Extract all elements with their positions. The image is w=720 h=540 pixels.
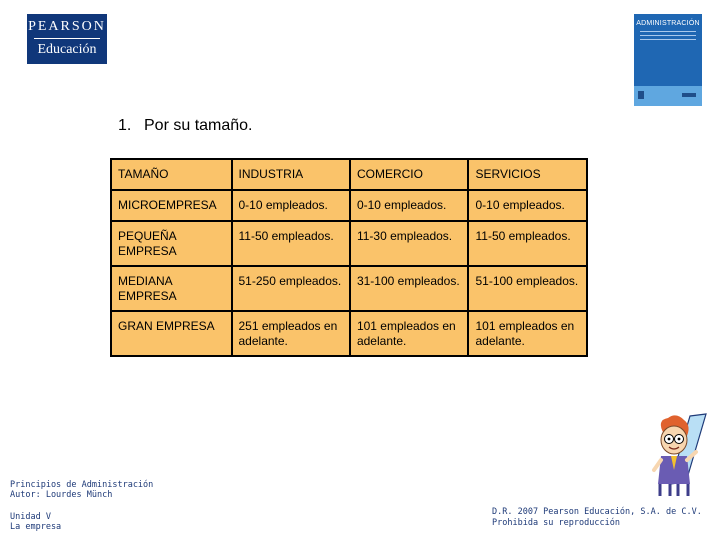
- table-header-row: [111, 159, 587, 190]
- footer-author: Autor: Lourdes Münch: [10, 490, 113, 500]
- table-cell: MEDIANA EMPRESA: [111, 266, 232, 311]
- mascot-illustration: [646, 412, 708, 498]
- table-row: [111, 190, 587, 221]
- table-cell: MICROEMPRESA: [111, 190, 232, 221]
- pearson-logo: [27, 14, 107, 64]
- book-spine-mark: [638, 91, 644, 99]
- book-subtitle-lines: [640, 31, 696, 40]
- footer-unit: Unidad V: [10, 512, 51, 522]
- table-cell: 31-100 empleados.: [350, 266, 469, 311]
- table-row: [111, 221, 587, 266]
- footer-copyright: [492, 507, 702, 529]
- book-cover-image: [634, 14, 702, 106]
- table-row: [111, 266, 587, 311]
- logo-divider: [34, 38, 100, 39]
- table-cell: 11-50 empleados.: [468, 221, 587, 266]
- table-cell: 251 empleados en adelante.: [232, 311, 350, 356]
- book-cover-stripe: [634, 86, 702, 106]
- table-cell: GRAN EMPRESA: [111, 311, 232, 356]
- table-cell: 101 empleados en adelante.: [350, 311, 469, 356]
- table-cell: COMERCIO: [350, 159, 469, 190]
- table-row: [111, 311, 587, 356]
- book-publisher-mark: [682, 93, 696, 97]
- logo-line-1: PEARSON: [28, 19, 106, 34]
- table-cell: INDUSTRIA: [232, 159, 350, 190]
- footer-course-title: Principios de Administración: [10, 480, 154, 490]
- heading-text: Por su tamaño.: [144, 117, 253, 134]
- table-cell: 11-50 empleados.: [232, 221, 350, 266]
- footer-reproduction-notice: Prohibida su reproducción: [492, 518, 620, 528]
- section-heading: [118, 117, 253, 135]
- logo-line-2: Educación: [37, 42, 97, 57]
- table-cell: 51-100 empleados.: [468, 266, 587, 311]
- company-size-table: [110, 158, 588, 357]
- table-cell: 0-10 empleados.: [232, 190, 350, 221]
- table-cell: 101 empleados en adelante.: [468, 311, 587, 356]
- table-cell: 51-250 empleados.: [232, 266, 350, 311]
- table-cell: 11-30 empleados.: [350, 221, 469, 266]
- table-cell: TAMAÑO: [111, 159, 232, 190]
- footer-course-info: [10, 480, 153, 532]
- footer-copyright-line: D.R. 2007 Pearson Educación, S.A. de C.V.: [492, 507, 702, 517]
- table-cell: 0-10 empleados.: [468, 190, 587, 221]
- book-title: ADMINISTRACIÓN: [636, 20, 700, 27]
- heading-number: 1.: [118, 117, 132, 134]
- table-cell: 0-10 empleados.: [350, 190, 469, 221]
- footer-topic: La empresa: [10, 522, 62, 532]
- table-cell: SERVICIOS: [468, 159, 587, 190]
- table-cell: PEQUEÑA EMPRESA: [111, 221, 232, 266]
